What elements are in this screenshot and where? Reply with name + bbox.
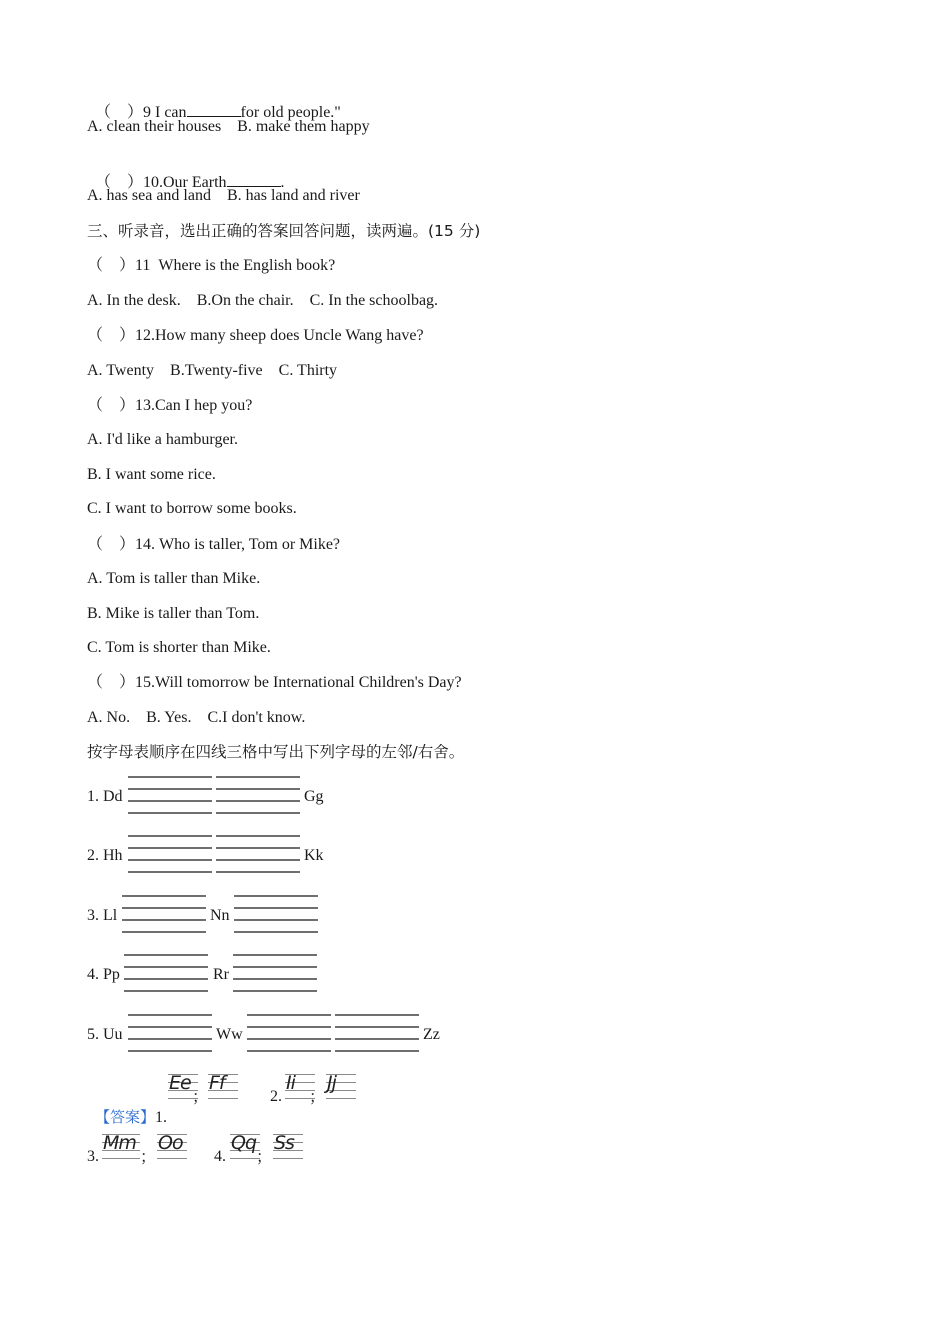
q9-blank [187, 102, 241, 117]
letter-row-label: 3. Ll [87, 907, 118, 924]
q14-option-a: A. Tom is taller than Mike. [87, 570, 261, 587]
letter-row-label: 1. Dd [87, 788, 123, 805]
q10-blank [227, 172, 281, 187]
q9-options: A. clean their houses B. make them happy [87, 118, 370, 135]
q13-option-a: A. I'd like a hamburger. [87, 431, 238, 448]
q10-options: A. has sea and land B. has land and river [87, 187, 360, 204]
q9-prefix: （ ）9 I can [95, 104, 187, 121]
q14-line: （ ）14. Who is taller, Tom or Mike? [87, 536, 341, 553]
answer-separator: ； [309, 1089, 326, 1106]
letter-row-label: 5. Uu [87, 1026, 123, 1043]
four-line-grid[interactable] [216, 775, 300, 815]
answer-num-1: 1. [155, 1109, 168, 1126]
four-line-grid[interactable] [122, 894, 206, 934]
answer-separator: ； [192, 1089, 209, 1106]
q15-line: （ ）15.Will tomorrow be International Children's Day? [87, 674, 462, 691]
handwritten-answer [273, 1130, 303, 1160]
four-line-grid[interactable] [216, 834, 300, 874]
handwritten-letters: Ee [169, 1072, 191, 1094]
q15-options: A. No. B. Yes. C.I don't know. [87, 709, 306, 726]
letter-row-1 [87, 775, 347, 815]
letters-title: 按字母表顺序在四线三格中写出下列字母的左邻/右舍。 [87, 743, 465, 761]
handwritten-answer [208, 1070, 238, 1100]
handwritten-answer [157, 1130, 187, 1160]
letter-row-end: Zz [423, 1026, 440, 1043]
four-line-grid[interactable] [128, 834, 212, 874]
letter-row-3 [87, 894, 327, 934]
letter-row-end: Gg [304, 788, 324, 805]
handwritten-letters: Ss [274, 1132, 294, 1154]
handwritten-letters: Jj [327, 1072, 336, 1094]
letter-row-mid: Nn [210, 907, 230, 924]
answer-separator: ； [256, 1149, 273, 1166]
answer-separator: ； [140, 1149, 157, 1166]
four-line-grid[interactable] [233, 953, 317, 993]
four-line-grid[interactable] [234, 894, 318, 934]
q12-options: A. Twenty B.Twenty-five C. Thirty [87, 362, 338, 379]
answer-num-4: 4. [214, 1148, 226, 1165]
letter-row-2 [87, 834, 347, 874]
four-line-grid[interactable] [124, 953, 208, 993]
q11-options: A. In the desk. B.On the chair. C. In the schoolbag. [87, 292, 439, 309]
handwritten-answer [326, 1070, 356, 1100]
q12-line: （ ）12.How many sheep does Uncle Wang have? [87, 327, 424, 344]
q10-prefix: （ ）10.Our Earth [95, 174, 227, 191]
four-line-grid[interactable] [335, 1013, 419, 1053]
letter-row-end: Kk [304, 847, 324, 864]
q10-suffix: . [280, 174, 285, 191]
letter-row-4 [87, 953, 327, 993]
answer-tag: 【答案】 [95, 1108, 156, 1126]
q13-line: （ ）13.Can I hep you? [87, 397, 253, 414]
letter-row-5 [87, 1013, 457, 1053]
handwritten-letters: Oo [158, 1132, 183, 1154]
handwritten-letters: Qq [231, 1132, 257, 1154]
section3-title: 三、听录音，选出正确的答案回答问题，读两遍。(15 分) [87, 222, 481, 240]
q13-option-c: C. I want to borrow some books. [87, 500, 297, 517]
four-line-grid[interactable] [247, 1013, 331, 1053]
handwritten-letters: Mm [103, 1132, 136, 1154]
letter-row-mid: Rr [213, 966, 229, 983]
four-line-grid[interactable] [128, 775, 212, 815]
answer-num-3: 3. [87, 1148, 99, 1165]
letter-row-label: 2. Hh [87, 847, 123, 864]
letter-row-label: 4. Pp [87, 966, 120, 983]
handwritten-letters: Ii [286, 1072, 295, 1094]
q14-option-c: C. Tom is shorter than Mike. [87, 639, 271, 656]
q9-suffix: for old people." [240, 104, 341, 121]
q11-line: （ ）11 Where is the English book? [87, 257, 336, 274]
four-line-grid[interactable] [128, 1013, 212, 1053]
q13-option-b: B. I want some rice. [87, 466, 216, 483]
q14-option-b: B. Mike is taller than Tom. [87, 605, 260, 622]
letter-row-mid: Ww [216, 1026, 243, 1043]
handwritten-answer [102, 1130, 140, 1160]
handwritten-letters: Ff [209, 1072, 225, 1094]
answer-num-2: 2. [270, 1088, 282, 1105]
